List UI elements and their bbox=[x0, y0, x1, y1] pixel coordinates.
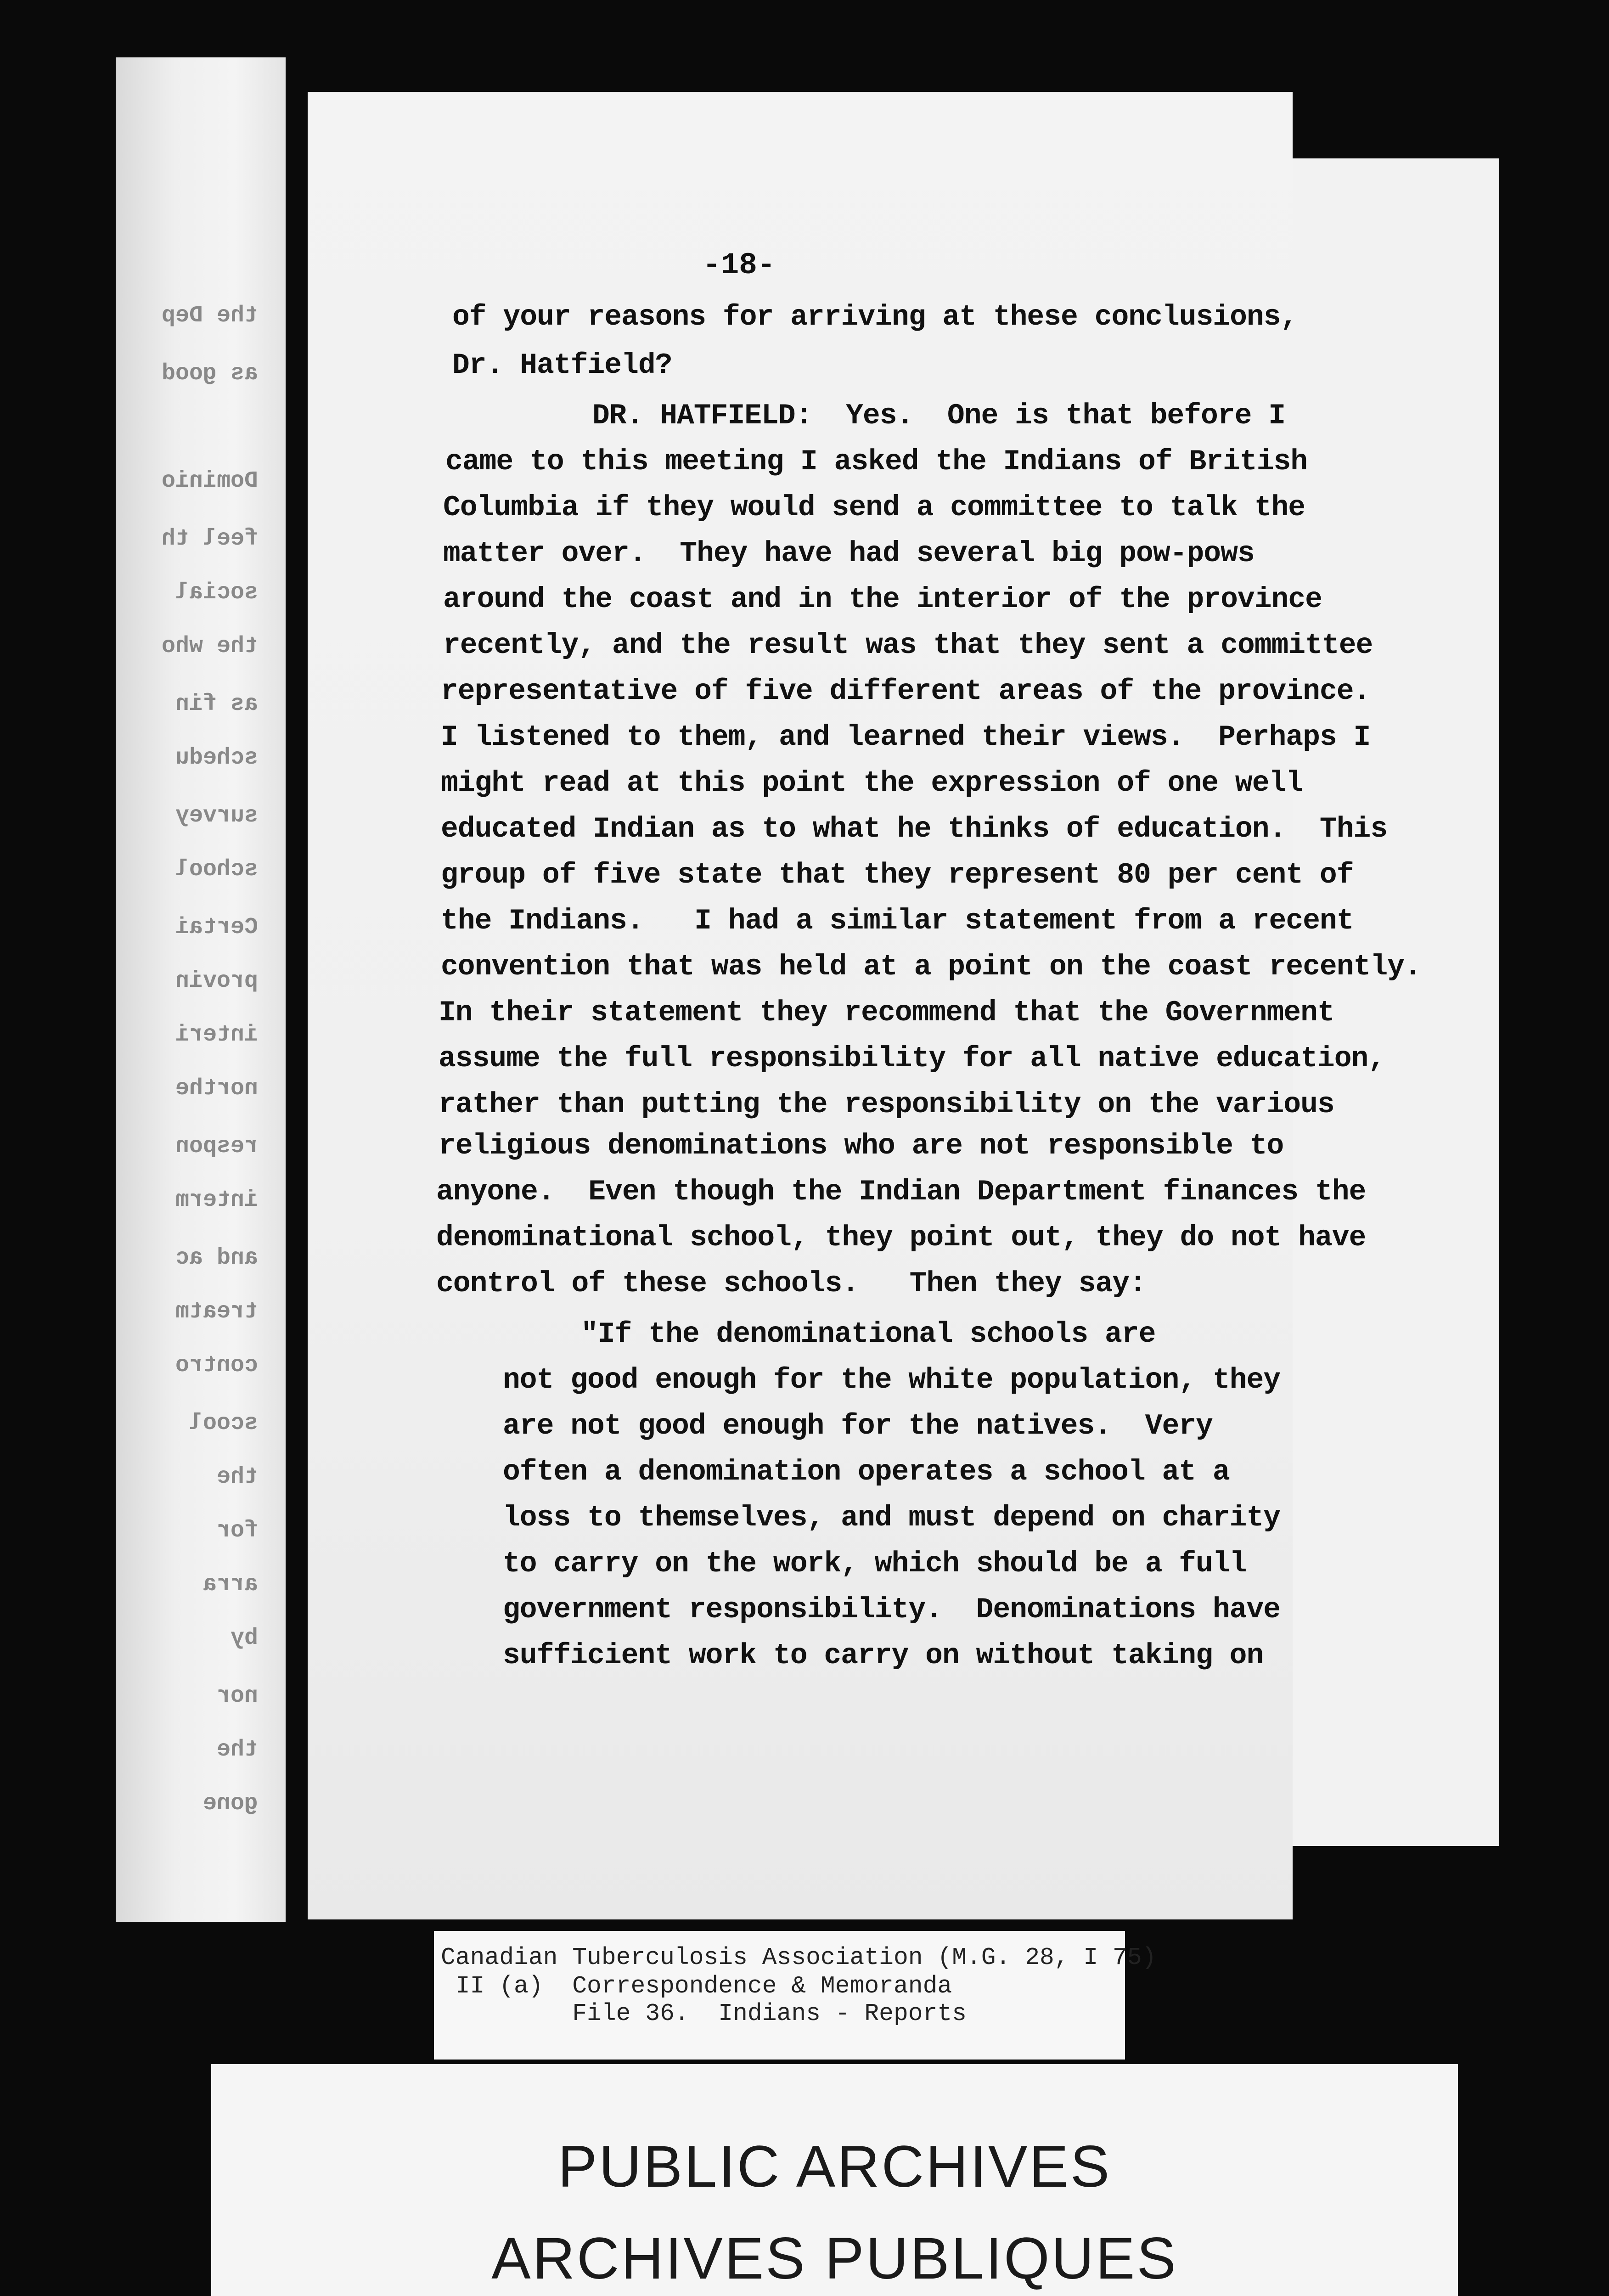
text-line: educated Indian as to what he thinks of education. This bbox=[441, 813, 1388, 845]
public-archives-stamp bbox=[211, 2064, 1458, 2296]
bleed-through-fragment: interi bbox=[175, 1022, 258, 1048]
bleed-through-fragment: treatm bbox=[175, 1299, 258, 1325]
text-line: denominational school, they point out, they do not have bbox=[436, 1221, 1366, 1254]
text-line: came to this meeting I asked the Indians of British bbox=[445, 445, 1308, 478]
bleed-through-fragment: by bbox=[230, 1625, 258, 1651]
bleed-through-fragment: schedu bbox=[175, 745, 258, 771]
left-curled-page bbox=[116, 57, 286, 1922]
page-number: -18- bbox=[703, 248, 776, 282]
bleed-through-fragment: social bbox=[175, 580, 258, 606]
text-line: anyone. Even though the Indian Department finances the bbox=[436, 1176, 1366, 1208]
bleed-through-fragment: the who bbox=[161, 633, 258, 659]
bleed-through-fragment: scool bbox=[189, 1410, 258, 1436]
bleed-through-fragment: as good bbox=[161, 360, 258, 387]
text-line: Dr. Hatfield? bbox=[452, 349, 672, 382]
text-line: government responsibility. Denominations have bbox=[503, 1593, 1281, 1626]
archive-label-line-1: Canadian Tuberculosis Association (M.G. 28, I 75) bbox=[441, 1944, 1157, 1971]
text-line: Columbia if they would send a committee to talk the bbox=[443, 491, 1305, 524]
bleed-through-fragment: the bbox=[216, 1464, 258, 1490]
text-line: matter over. They have had several big pow-pows bbox=[443, 537, 1255, 570]
bleed-through-fragment: as fin bbox=[175, 691, 258, 717]
bleed-through-fragment: Dominio bbox=[161, 468, 258, 494]
text-line: might read at this point the expression of one well bbox=[441, 767, 1303, 799]
text-line: representative of five different areas of the province. bbox=[441, 675, 1371, 708]
archive-label-line-3: File 36. Indians - Reports bbox=[441, 2000, 967, 2027]
text-line: of your reasons for arriving at these conclusions, bbox=[452, 301, 1298, 333]
bleed-through-fragment: the bbox=[216, 1737, 258, 1763]
bleed-through-fragment: nor bbox=[216, 1683, 258, 1709]
text-line: I listened to them, and learned their views. Perhaps I bbox=[441, 721, 1371, 754]
text-line: control of these schools. Then they say: bbox=[436, 1267, 1146, 1300]
text-line: the Indians. I had a similar statement from a recent bbox=[441, 905, 1354, 937]
bleed-through-fragment: northe bbox=[175, 1075, 258, 1102]
text-line: loss to themselves, and must depend on charity bbox=[503, 1502, 1281, 1534]
bleed-through-fragment: contro bbox=[175, 1352, 258, 1379]
text-line: to carry on the work, which should be a full bbox=[503, 1548, 1247, 1580]
text-line: often a denomination operates a school at a bbox=[503, 1456, 1230, 1488]
text-line: not good enough for the white population, they bbox=[503, 1364, 1281, 1396]
archive-label-line-2: II (a) Correspondence & Memoranda bbox=[441, 1972, 952, 2000]
bleed-through-fragment: and ac bbox=[175, 1245, 258, 1271]
bleed-through-fragment: feel th bbox=[161, 526, 258, 552]
text-line: group of five state that they represent 80 per cent of bbox=[441, 859, 1354, 891]
bleed-through-fragment: provin bbox=[175, 968, 258, 994]
bleed-through-fragment: arra bbox=[203, 1571, 258, 1598]
text-line: around the coast and in the interior of the province bbox=[443, 583, 1322, 616]
text-line: sufficient work to carry on without taking on bbox=[503, 1639, 1264, 1672]
stamp-line-1: PUBLIC ARCHIVES bbox=[557, 2134, 1112, 2200]
bleed-through-fragment: survey bbox=[175, 803, 258, 829]
archive-label bbox=[434, 1931, 1157, 2060]
bleed-through-fragment: Certai bbox=[175, 914, 258, 940]
bleed-through-fragment: interm bbox=[175, 1187, 258, 1213]
text-line: DR. HATFIELD: Yes. One is that before I bbox=[592, 400, 1286, 432]
bleed-through-fragment: the Dep bbox=[161, 303, 258, 329]
bleed-through-fragment: gone bbox=[203, 1790, 258, 1817]
text-line: religious denominations who are not responsible to bbox=[439, 1130, 1284, 1162]
text-line: In their statement they recommend that the Government bbox=[439, 996, 1334, 1029]
bleed-through-fragment: for bbox=[216, 1518, 258, 1544]
bleed-through-fragment: respon bbox=[175, 1133, 258, 1159]
text-line: "If the denominational schools are bbox=[581, 1318, 1156, 1351]
text-line: convention that was held at a point on the coast recently. bbox=[441, 951, 1421, 983]
text-line: are not good enough for the natives. Very bbox=[503, 1410, 1213, 1442]
text-line: assume the full responsibility for all native education, bbox=[439, 1042, 1385, 1075]
text-line: recently, and the result was that they sent a committee bbox=[443, 629, 1373, 662]
stamp-line-2: ARCHIVES PUBLIQUES bbox=[491, 2226, 1178, 2291]
text-line: rather than putting the responsibility on the various bbox=[439, 1088, 1334, 1121]
bleed-through-fragment: school bbox=[175, 856, 258, 883]
